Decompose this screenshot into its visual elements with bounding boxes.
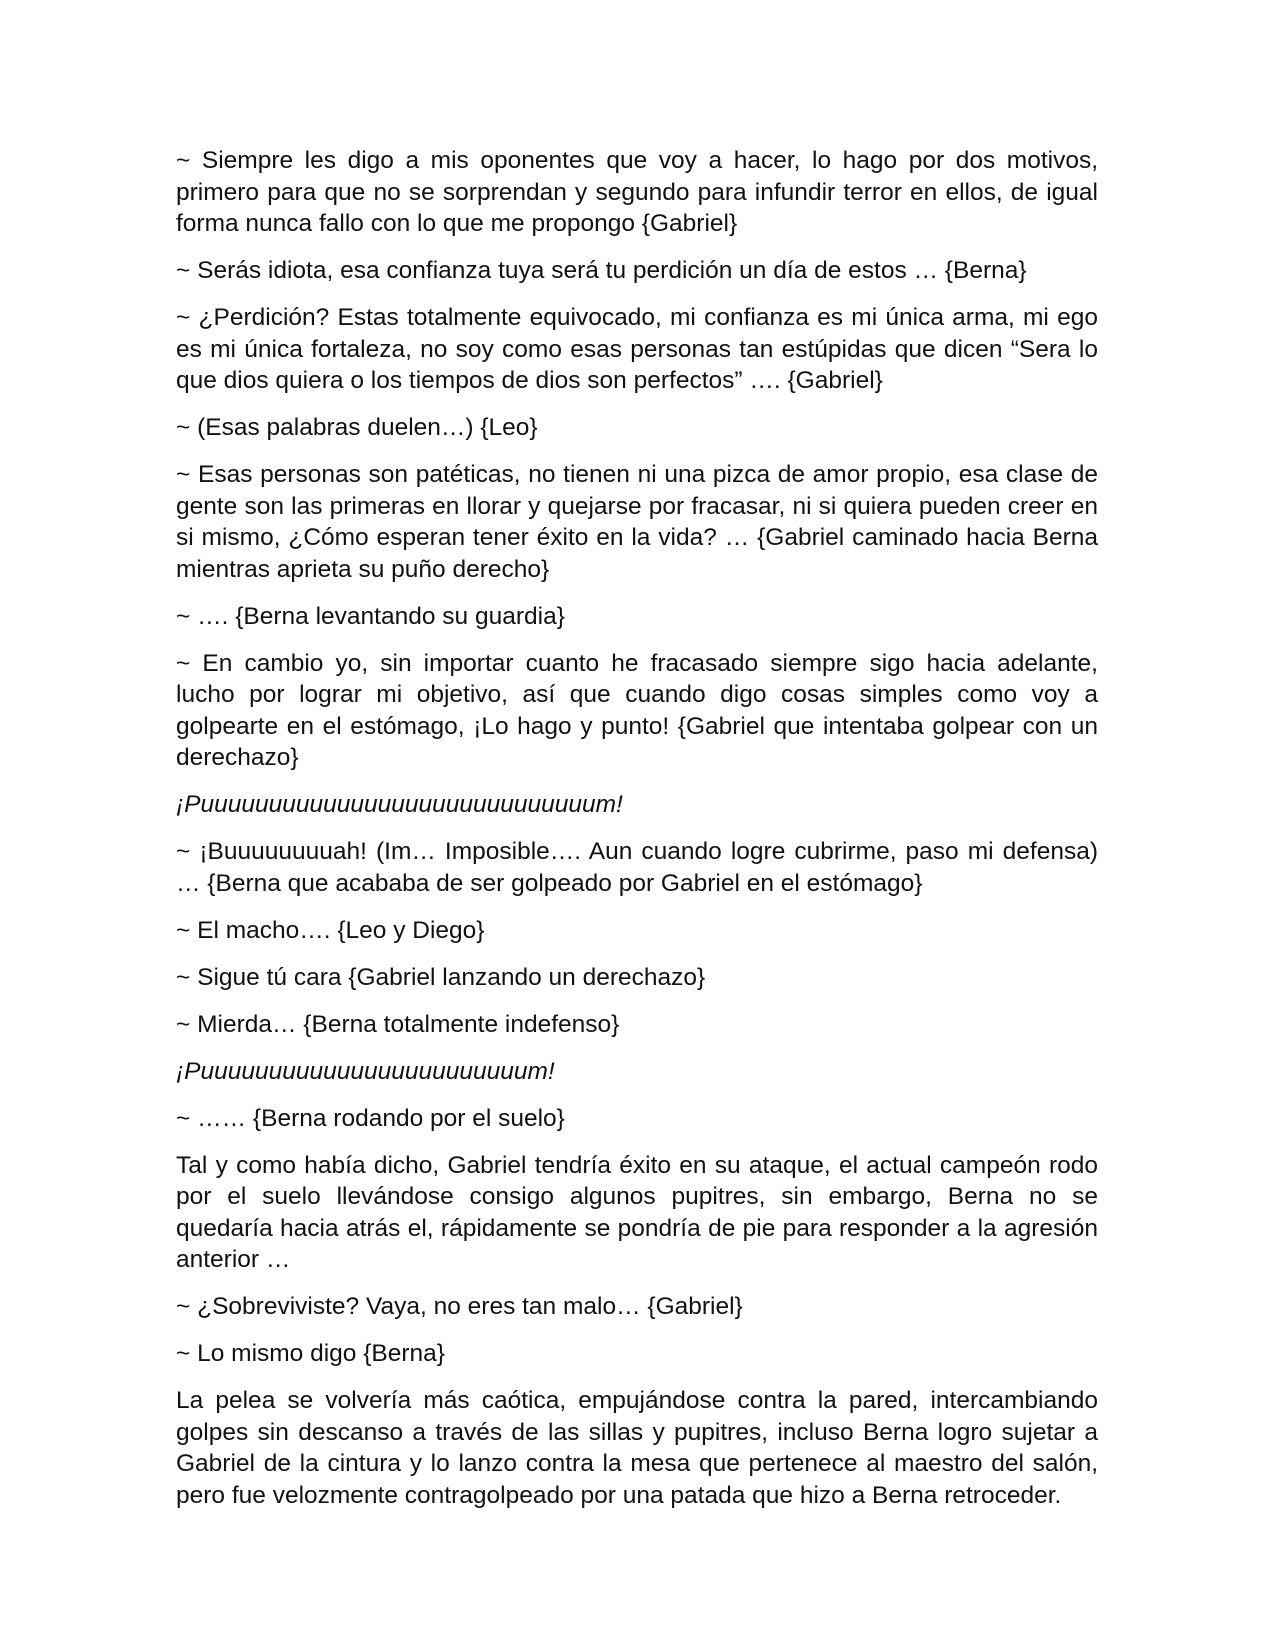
- document-page: [176, 145, 1098, 1527]
- paragraph-12: ~ Mierda… {Berna totalmente indefenso}: [176, 1010, 620, 1038]
- sound-effect-2: ¡Puuuuuuuuuuuuuuuuuuuuuuuum!: [176, 1057, 555, 1085]
- paragraph-5: ~ Esas personas son patéticas, no tienen ni una pizca de amor propio, esa clase de gente son las primeras en llorar y quejarse por fracasar, ni si quiera pueden creer en si mismo, ¿Cómo esperan tener éxito en la vida? … {Gabriel caminado hacia Berna mientras aprieta su puño derecho}: [176, 461, 1098, 583]
- paragraph-16: ~ ¿Sobreviviste? Vaya, no eres tan malo… {Gabriel}: [176, 1293, 743, 1320]
- sound-effect-1: ¡Puuuuuuuuuuuuuuuuuuuuuuuuuuuuum!: [176, 791, 623, 818]
- paragraph-2: ~ Serás idiota, esa confianza tuya será tu perdición un día de estos … {Berna}: [176, 257, 1027, 284]
- paragraph-1: ~ Siempre les digo a mis oponentes que voy a hacer, lo hago por dos motivos, primero para que no se sorprendan y segundo para infundir terror en ellos, de igual forma nunca fallo con lo que me propongo {Gabriel}: [176, 147, 1098, 237]
- paragraph-10: ~ El macho…. {Leo y Diego}: [176, 916, 485, 944]
- paragraph-18: La pelea se volvería más caótica, empujándose contra la pared, intercambiando golpes sin descanso a través de las sillas y pupitres, incluso Berna logro sujetar a Gabriel de la cintura y lo lanzo contra la mesa que pertenece al maestro del salón, pero fue velozmente contragolpeado por una patada que hizo a Berna retroceder.: [176, 1387, 1098, 1509]
- paragraph-11: ~ Sigue tú cara {Gabriel lanzando un derechazo}: [176, 963, 706, 991]
- paragraph-7: ~ En cambio yo, sin importar cuanto he fracasado siempre sigo hacia adelante, lucho por lograr mi objetivo, así que cuando digo cosas simples como voy a golpearte en el estómago, ¡Lo hago y punto! {Gabriel que intentaba golpear con un derechazo}: [176, 649, 1098, 771]
- paragraph-6: ~ …. {Berna levantando su guardia}: [176, 602, 565, 630]
- paragraph-9: ~ ¡Buuuuuuuuah! (Im… Imposible…. Aun cuando logre cubrirme, paso mi defensa) … {Berna que acababa de ser golpeado por Gabriel en el estómago}: [176, 838, 1098, 897]
- paragraph-4: ~ (Esas palabras duelen…) {Leo}: [176, 414, 538, 441]
- paragraph-14: ~ …… {Berna rodando por el suelo}: [176, 1104, 565, 1132]
- paragraph-3: ~ ¿Perdición? Estas totalmente equivocado, mi confianza es mi única arma, mi ego es mi única fortaleza, no soy como esas personas tan estúpidas que dicen “Sera lo que dios quiera o los tiempos de dios son perfectos” …. {Gabriel}: [176, 304, 1098, 394]
- paragraph-15: Tal y como había dicho, Gabriel tendría éxito en su ataque, el actual campeón rodo por el suelo llevándose consigo algunos pupitres, sin embargo, Berna no se quedaría hacia atrás el, rápidamente se pondría de pie para responder a la agresión anterior …: [176, 1151, 1098, 1273]
- paragraph-17: ~ Lo mismo digo {Berna}: [176, 1340, 445, 1367]
